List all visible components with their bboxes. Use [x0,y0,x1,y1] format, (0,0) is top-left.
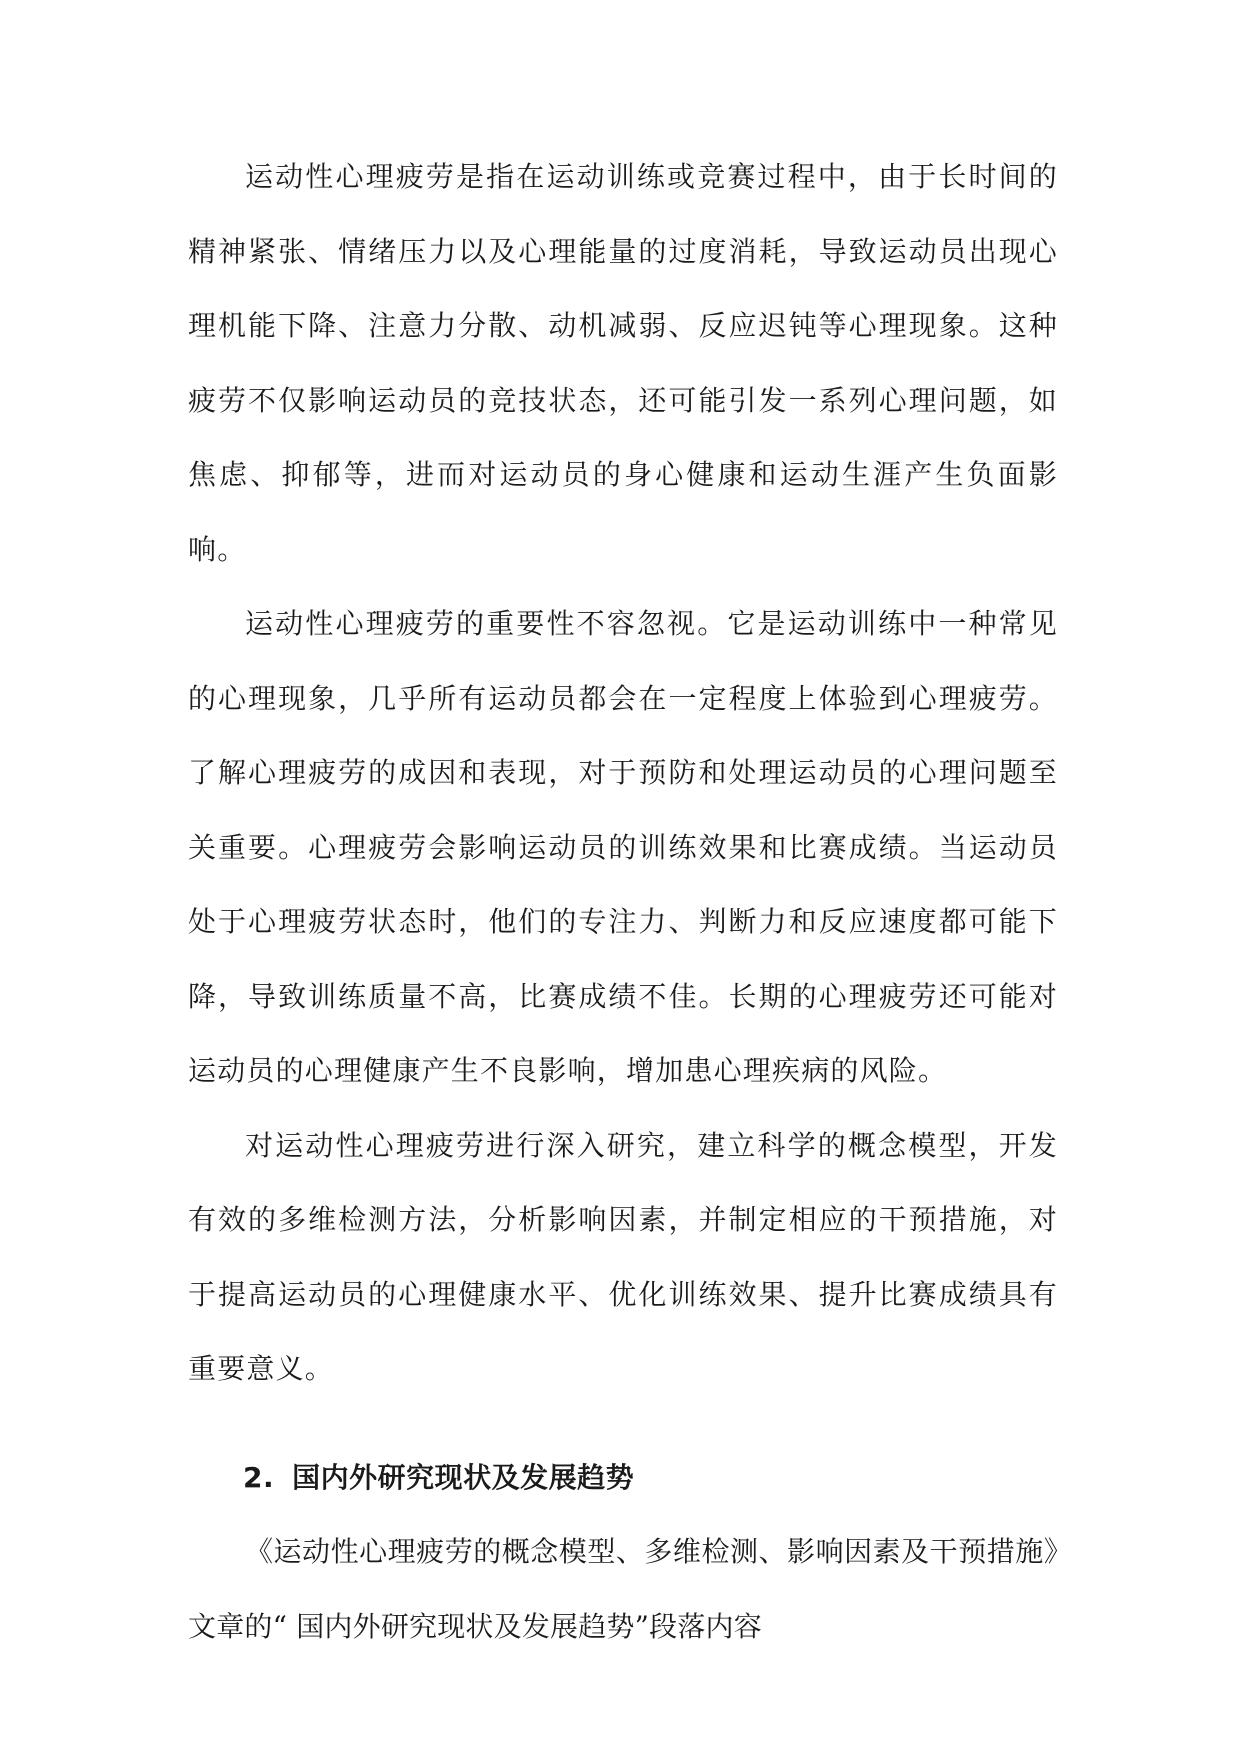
paragraph-importance: 运动性心理疲劳的重要性不容忽视。它是运动训练中一种常见的心理现象，几乎所有运动员都会在一定程度上体验到心理疲劳。了解心理疲劳的成因和表现，对于预防和处理运动员的心理问题至关重要。心理疲劳会影响运动员的训练效果和比赛成绩。当运动员处于心理疲劳状态时，他们的专注力、判断力和反应速度都可能下降，导致训练质量不高，比赛成绩不佳。长期的心理疲劳还可能对运动员的心理健康产生不良影响，增加患心理疾病的风险。 [188,607,1058,1087]
paragraph-significance: 对运动性心理疲劳进行深入研究，建立科学的概念模型，开发有效的多维检测方法，分析影响因素，并制定相应的干预措施，对于提高运动员的心理健康水平、优化训练效果、提升比赛成绩具有重要意义。 [188,1128,1058,1385]
paragraph-definition: 运动性心理疲劳是指在运动训练或竞赛过程中，由于长时间的精神紧张、情绪压力以及心理能量的过度消耗，导致运动员出现心理机能下降、注意力分散、动机减弱、反应迟钝等心理现象。这种疲劳不仅影响运动员的竞技状态，还可能引发一系列心理问题，如焦虑、抑郁等，进而对运动员的身心健康和运动生涯产生负面影响。 [188,160,1058,566]
section-number: 2. [243,1460,275,1494]
paragraph-section-intro: 《运动性心理疲劳的概念模型、多维检测、影响因素及干预措施》文章的“ 国内外研究现状及发展趋势”段落内容 [188,1535,1058,1643]
document-body [188,140,1058,1664]
section-heading [188,1441,1058,1516]
section-title: 国内外研究现状及发展趋势 [292,1460,635,1494]
